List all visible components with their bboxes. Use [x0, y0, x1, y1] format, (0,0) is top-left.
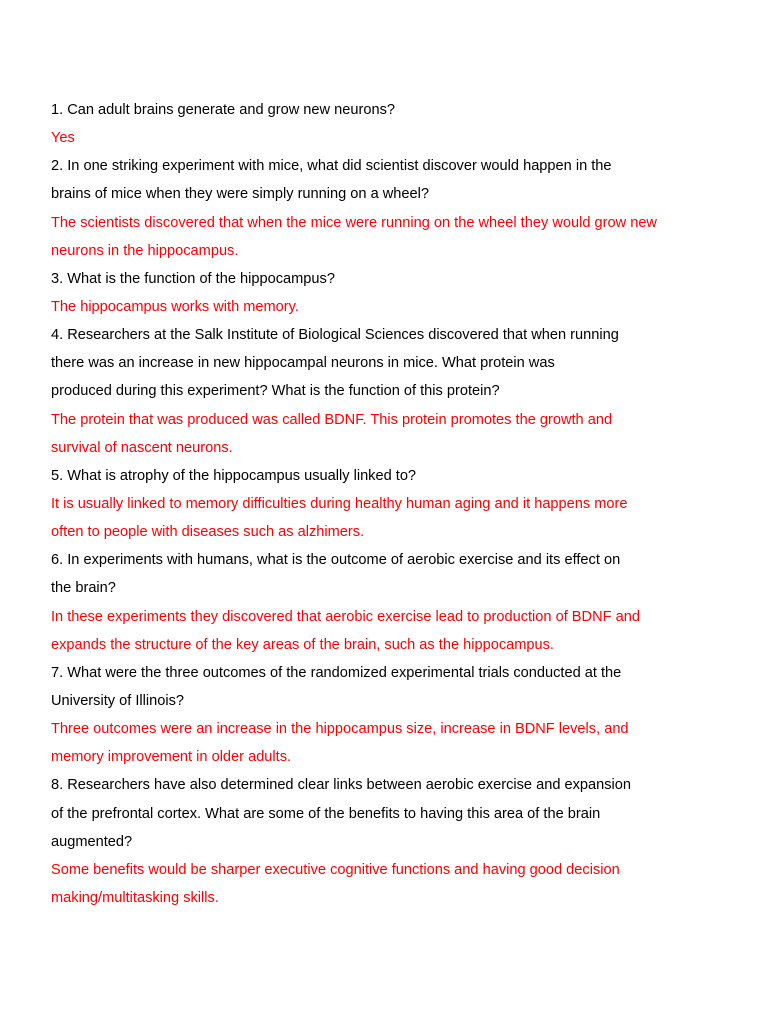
- question-5-line-1: 5. What is atrophy of the hippocampus usually linked to?: [51, 467, 417, 484]
- qa-item-7: [51, 659, 731, 772]
- answer-7-line-2: memory improvement in older adults.: [51, 749, 292, 766]
- qa-item-5: [51, 462, 731, 546]
- answer-2-line-2: neurons in the hippocampus.: [51, 242, 239, 259]
- question-7-line-1: 7. What were the three outcomes of the randomized experimental trials conducted at the: [51, 664, 622, 681]
- question-4-line-3: produced during this experiment? What is the function of this protein?: [51, 383, 500, 400]
- answer-5-line-1: It is usually linked to memory difficulties during healthy human aging and it happens more: [51, 495, 628, 512]
- qa-item-2: [51, 152, 731, 265]
- question-4-line-2: there was an increase in new hippocampal neurons in mice. What protein was: [51, 355, 555, 372]
- answer-4-line-2: survival of nascent neurons.: [51, 439, 233, 456]
- answer-4-line-1: The protein that was produced was called BDNF. This protein promotes the growth and: [51, 411, 613, 428]
- question-8-line-1: 8. Researchers have also determined clear links between aerobic exercise and expansion: [51, 777, 632, 794]
- answer-8-line-1: Some benefits would be sharper executive cognitive functions and having good decision: [51, 861, 620, 878]
- answer-7-line-1: Three outcomes were an increase in the hippocampus size, increase in BDNF levels, and: [51, 721, 629, 738]
- qa-item-8: [51, 771, 731, 912]
- qa-item-3: [51, 265, 731, 321]
- question-8-line-2: of the prefrontal cortex. What are some of the benefits to having this area of the brain: [51, 805, 601, 822]
- question-2-line-1: 2. In one striking experiment with mice, what did scientist discover would happen in the: [51, 158, 612, 175]
- question-1-line-1: 1. Can adult brains generate and grow new neurons?: [51, 102, 395, 118]
- document-page: [51, 96, 731, 912]
- question-6-line-2: the brain?: [51, 580, 116, 597]
- answer-8-line-2: making/multitasking skills.: [51, 889, 219, 906]
- qa-item-6: [51, 546, 731, 659]
- question-6-line-1: 6. In experiments with humans, what is the outcome of aerobic exercise and its effect on: [51, 552, 621, 569]
- answer-6-line-1: In these experiments they discovered that aerobic exercise lead to production of BDNF and: [51, 608, 640, 625]
- answer-1-line-1: Yes: [51, 130, 75, 147]
- answer-6-line-2: expands the structure of the key areas of the brain, such as the hippocampus.: [51, 636, 554, 653]
- question-8-line-3: augmented?: [51, 833, 133, 850]
- qa-item-4: [51, 321, 731, 462]
- answer-5-line-2: often to people with diseases such as alzhimers.: [51, 524, 365, 541]
- question-4-line-1: 4. Researchers at the Salk Institute of Biological Sciences discovered that when running: [51, 327, 619, 344]
- question-7-line-2: University of Illinois?: [51, 692, 185, 709]
- answer-3-line-1: The hippocampus works with memory.: [51, 298, 299, 315]
- question-2-line-2: brains of mice when they were simply running on a wheel?: [51, 186, 430, 203]
- qa-item-1: [51, 96, 731, 152]
- answer-2-line-1: The scientists discovered that when the mice were running on the wheel they would grow new: [51, 214, 657, 231]
- question-3-line-1: 3. What is the function of the hippocampus?: [51, 270, 335, 287]
